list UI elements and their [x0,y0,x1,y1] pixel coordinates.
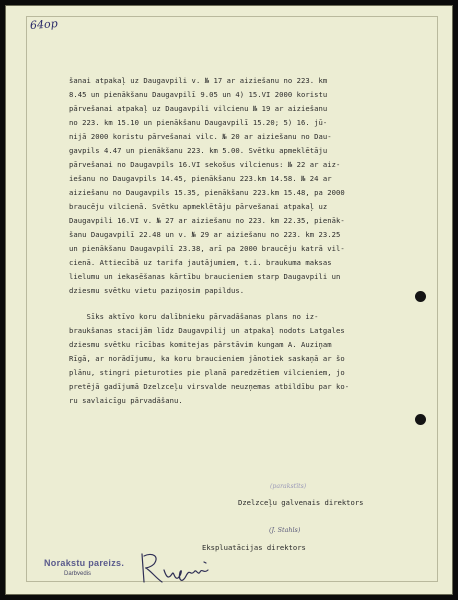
signatory-title-operations-director: Ekspluatācijas direktors [202,543,306,552]
text-line: braukšanas stacijām līdz Daugavpilij un atpakaļ nodots Latgales [69,326,345,335]
letter-body [69,74,424,408]
text-line: cienā. Attiecībā uz tarifa jautājumiem, t.i. braukuma maksas [69,258,332,267]
text-line: pārvešanai atpakaļ uz Daugavpili vilcienu № 19 ar aiziešanu [69,104,328,113]
certification-stamp [44,558,124,577]
text-line: Sīks aktīvo koru dalībnieku pārvadāšanas plans no iz- [69,312,319,321]
text-line: šanu Daugavpilī 22.48 un v. № 29 ar aiziešanu no 223. km 23.25 [69,230,341,239]
text-line: lielumu un iekasēšanas kārtību braucieniem starp Daugavpili un [69,272,341,281]
text-line: pretējā gadījumā Dzelzceļu virsvalde neuzņemas atbildību par ko- [69,382,350,391]
signatory-title-general-director: Dzelzceļu galvenais direktors [238,498,364,507]
text-line: plānu, stingri pieturoties pie planā paredzētiem vilcieniem, jo [69,368,345,377]
folio-number: 64op [29,17,59,32]
text-line: dziesmu svētku vietu paziņosim papildus. [69,286,245,295]
text-line: iešanu no Daugavpils 14.45, pienākšanu 223.km 14.58. № 24 ar [69,174,332,183]
text-line: šanai atpakaļ uz Daugavpili v. № 17 ar aiziešanu no 223. km [69,76,328,85]
paragraph-gap [69,298,424,310]
handwritten-signature [138,550,218,588]
text-line: Rīgā, ar norādījumu, ka koru braucieniem jānotiek saskaņā ar šo [69,354,345,363]
text-line: un pienākšanu Daugavpilī 23.38, arī pa 2000 braucēju katrā vil- [69,244,345,253]
stamp-sub-text: Darbvedis [64,571,92,577]
text-line: no 223. km 15.10 un pienākšanu Daugavpilī 15.20; 5) 16. jū- [69,118,328,127]
signatory-name: (J. Stahls) [269,526,301,534]
text-line: Daugavpili 16.VI v. № 27 ar aiziešanu no 223. km 22.35, pienāk- [69,216,345,225]
text-line: gavpils 4.47 un pienākšanu 223. km 5.00. Svētku apmeklētāju [69,146,328,155]
text-line: 8.45 un pienākšanu Daugavpilī 9.05 un 4) 15.VI 2000 koristu [69,90,328,99]
text-line: dziesmu svētku rīcības komitejas pārstāvim kungam A. Auziņam [69,340,332,349]
punch-hole-lower [415,414,426,425]
text-line: ru savlaicīgu pārvadāšanu. [69,396,183,405]
text-line: aiziešanu no Daugavpils 15.35, pienākšanu 223.km 15.48, pa 2000 [69,188,345,197]
text-line: pārvešanai no Daugavpils 16.VI sekošus vilcienus: № 22 ar aiz- [69,160,341,169]
stamp-main-text: Norakstu pareizs. [44,558,125,568]
faint-signature-stamp: (parakstīts) [270,483,307,490]
text-line: braucēju vilcienā. Svētku apmeklētāju pārvešanai atpakaļ uz [69,202,328,211]
document-page [5,5,453,595]
text-line: nijā 2000 koristu pārvešanai vilc. № 20 ar aiziešanu no Dau- [69,132,332,141]
